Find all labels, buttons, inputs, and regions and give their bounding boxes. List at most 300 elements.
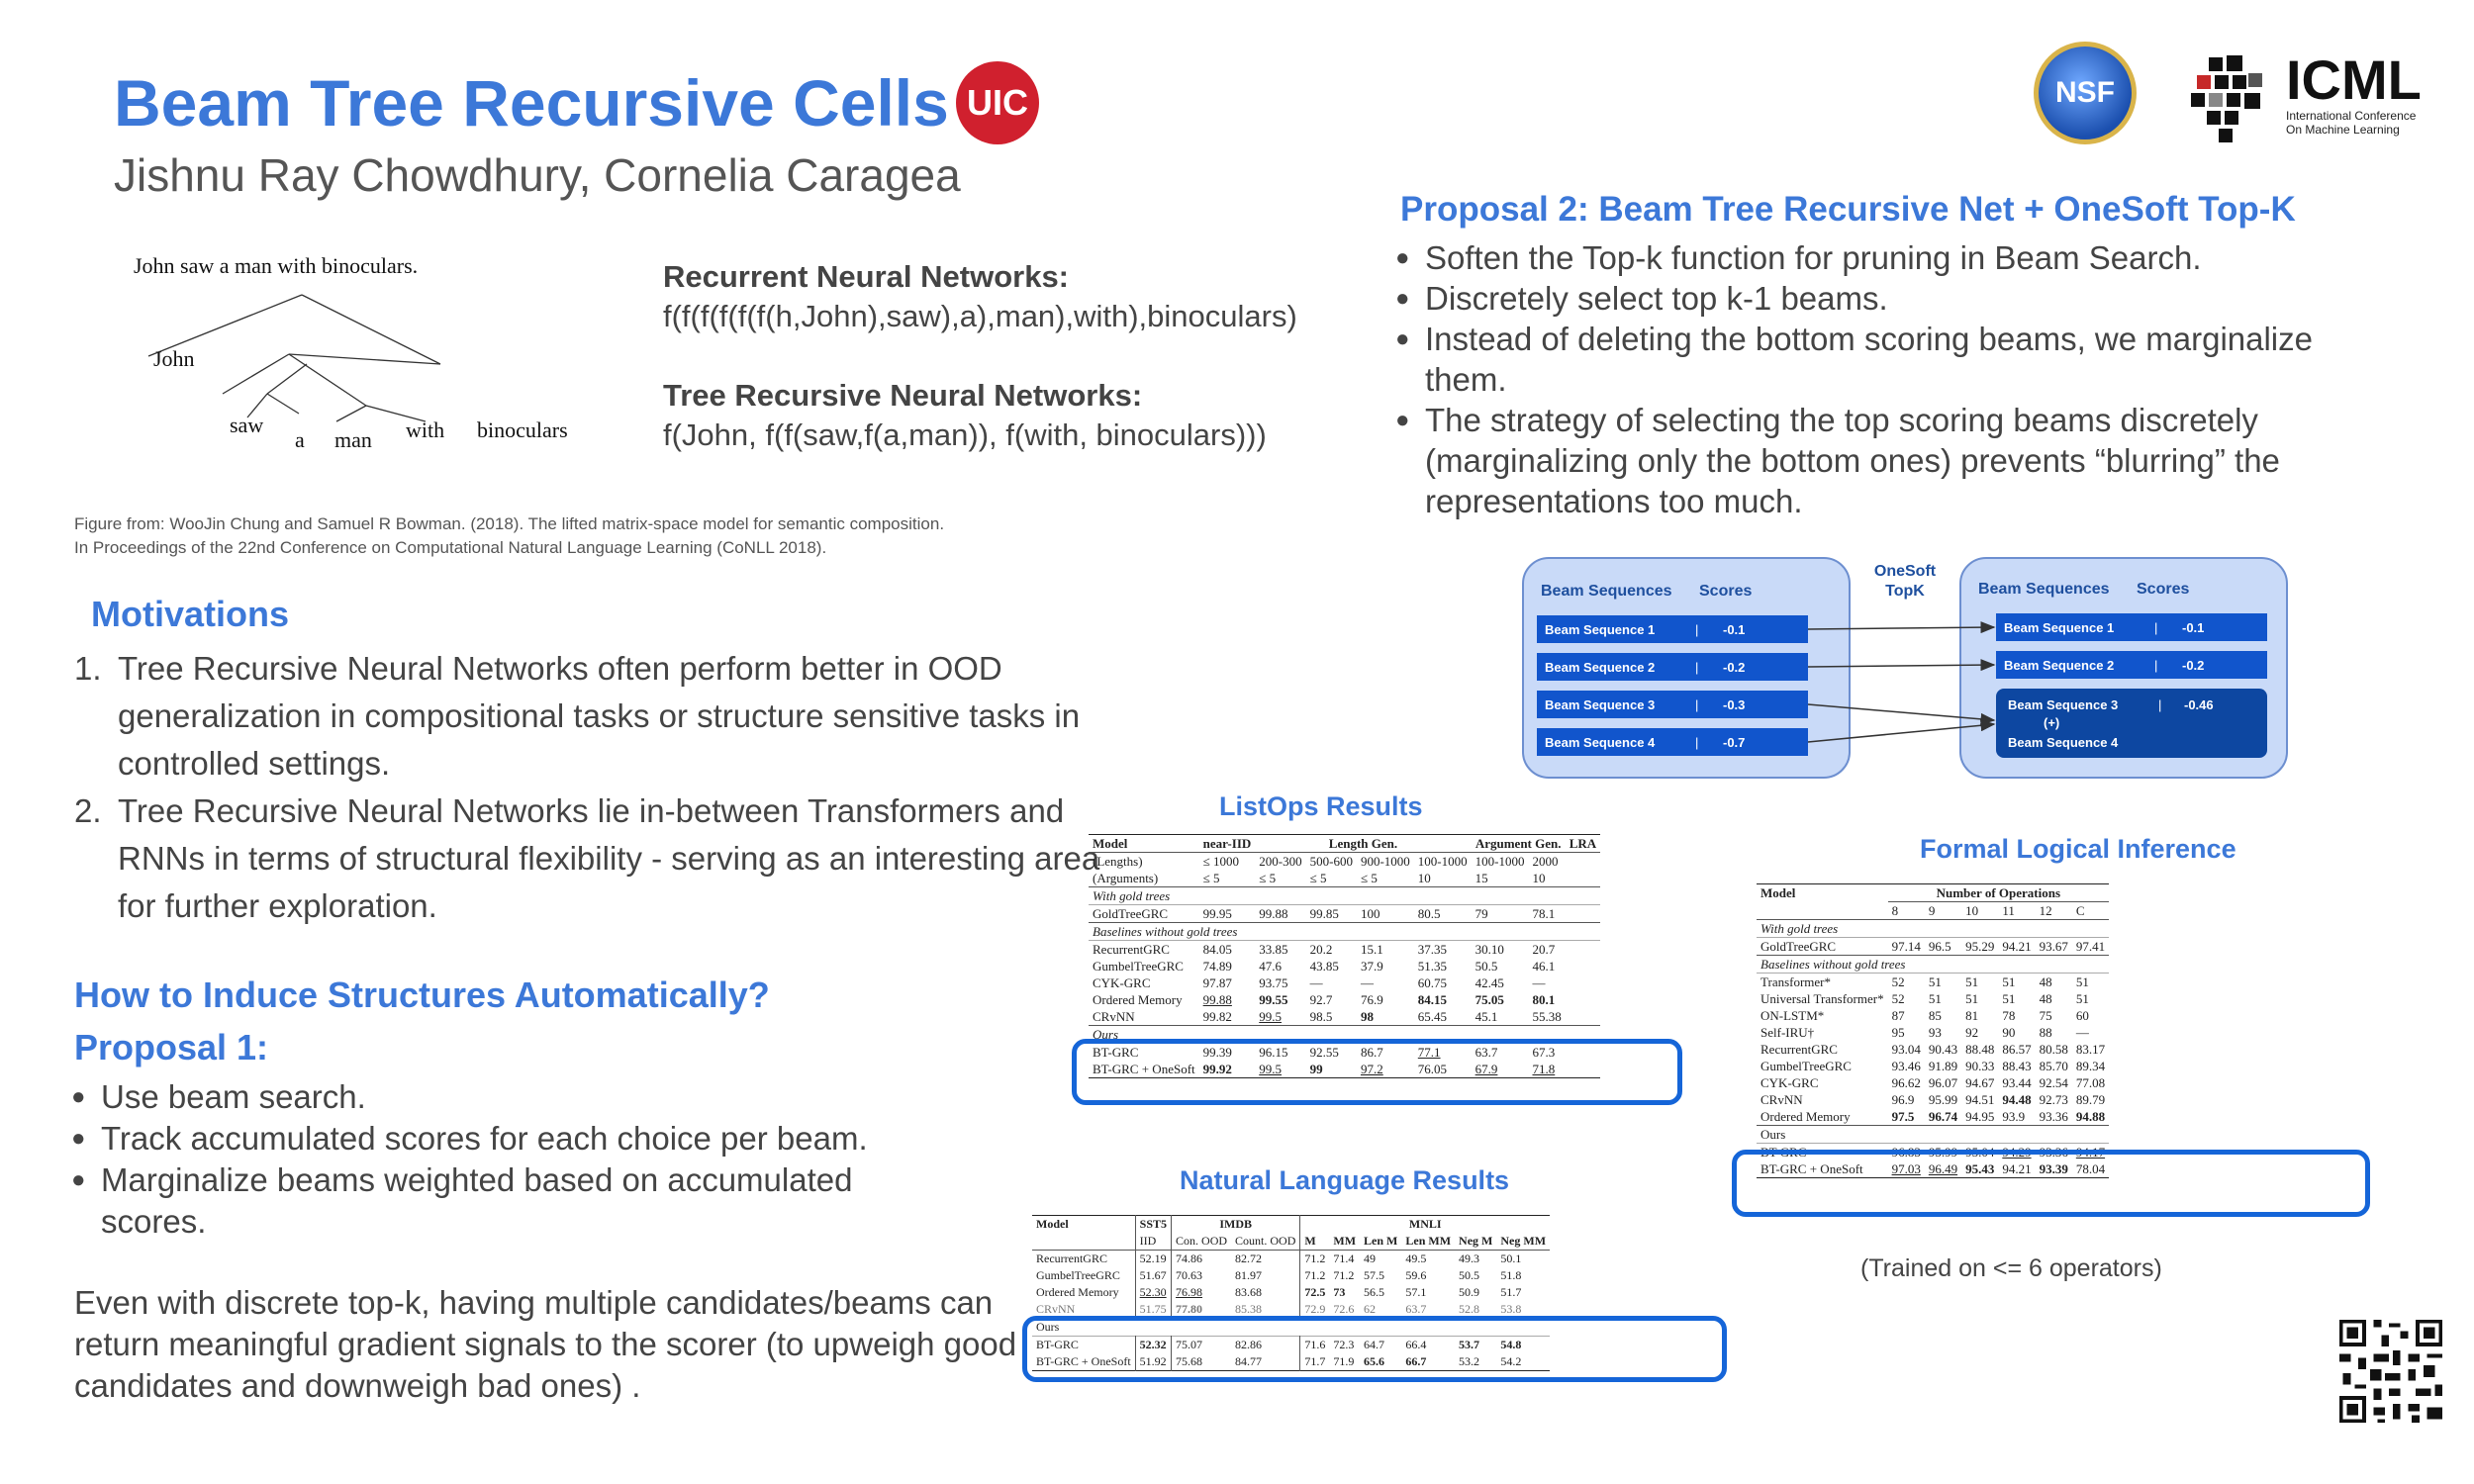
cell: 52 <box>1891 991 1905 1006</box>
col-header: 100-1000 <box>1475 854 1525 869</box>
cell: — <box>1309 975 1323 990</box>
cell: Transformer* <box>1760 974 1832 989</box>
list-item <box>74 645 1123 788</box>
cell: 88.48 <box>1965 1042 1995 1057</box>
col-header: 11 <box>2002 903 2015 918</box>
proposal2-heading: Proposal 2: Beam Tree Recursive Net + OneSoft Top-K <box>1400 190 2296 229</box>
cell: 78 <box>2002 1008 2016 1023</box>
beam-sep: | <box>1695 697 1699 712</box>
cell: 82.72 <box>1235 1252 1263 1265</box>
cell: 72.6 <box>1333 1302 1355 1316</box>
cell: 86.7 <box>1360 1045 1383 1060</box>
proposal2-list <box>1395 237 2365 521</box>
cell: 93.67 <box>2039 939 2068 954</box>
cell: 71.2 <box>1300 1267 1330 1284</box>
uic-logo: UIC <box>956 61 1039 144</box>
list-text: Tree Recursive Neural Networks lie in-between Transformers and RNNs in terms of structural flexibility - serving as an interesting area for further exploration. <box>118 792 1100 924</box>
cell: BT-GRC <box>1036 1338 1079 1351</box>
cell: 99.39 <box>1202 1045 1232 1060</box>
cell: BT-GRC <box>1760 1145 1807 1159</box>
beam-sep: | <box>1695 735 1699 750</box>
list-text: Tree Recursive Neural Networks often perform better in OOD generalization in compositional tasks or structure sensitive tasks in controlled settings. <box>118 650 1081 782</box>
cell: 83.17 <box>2075 1042 2106 1057</box>
cell: 52.30 <box>1135 1284 1171 1301</box>
cell: 96.49 <box>1928 1161 1958 1176</box>
cell: 85.38 <box>1235 1302 1263 1316</box>
list-item <box>1395 237 2365 278</box>
tree-word-saw: saw <box>230 413 264 437</box>
cell: 46.1 <box>1532 959 1556 974</box>
list-text: Soften the Top-k function for pruning in Beam Search. <box>1425 239 2202 276</box>
cell: CRvNN <box>1760 1092 1803 1107</box>
rnn-heading: Recurrent Neural Networks: <box>663 259 1070 294</box>
col-header: 10 <box>1417 871 1431 885</box>
cell: CRvNN <box>1036 1302 1076 1316</box>
beam-score: -0.2 <box>1723 660 1746 675</box>
cell: 94.17 <box>2075 1145 2106 1159</box>
cell: 92.73 <box>2039 1092 2068 1107</box>
list-text: Instead of deleting the bottom scoring beams, we marginalize them. <box>1425 321 2313 398</box>
bullet: ● <box>1395 244 1410 271</box>
list-item <box>71 1118 1061 1159</box>
cell: 99.85 <box>1309 906 1339 921</box>
beam-sep: | <box>2158 697 2162 712</box>
list-item <box>1395 278 2365 319</box>
col-header: 500-600 <box>1309 854 1353 869</box>
cell: 89.79 <box>2075 1092 2106 1107</box>
formal-logic-note: (Trained on <= 6 operators) <box>1860 1254 2162 1282</box>
icml-brain-logo <box>2189 51 2266 146</box>
cell: 75.68 <box>1172 1353 1232 1371</box>
cell: 51.35 <box>1417 959 1448 974</box>
cell: 100 <box>1360 906 1380 921</box>
section-label: Ours <box>1760 1127 1786 1142</box>
tree-word-a: a <box>295 427 305 452</box>
col-header: IID <box>1135 1233 1171 1251</box>
icml-subtitle-1: International Conference <box>2286 109 2417 123</box>
cell: 94.51 <box>1965 1092 1995 1107</box>
cell: 76.98 <box>1172 1284 1232 1301</box>
proposal1-heading: How to Induce Structures Automatically? <box>74 974 770 1015</box>
cell: 95.04 <box>1965 1145 1995 1159</box>
cell: 95.29 <box>1965 939 1995 954</box>
cell: Self-IRU† <box>1760 1025 1815 1040</box>
tree-word-john: John <box>153 346 195 371</box>
cell: 71.4 <box>1333 1252 1355 1265</box>
cell: 49.3 <box>1459 1252 1480 1265</box>
cell: 94.21 <box>2002 939 2032 954</box>
cell: 97.03 <box>1891 1161 1921 1176</box>
cell: 72.5 <box>1300 1284 1330 1301</box>
cell: 94.95 <box>1965 1109 1995 1124</box>
cell: 72.9 <box>1300 1301 1330 1319</box>
list-item <box>71 1159 942 1243</box>
proposal1-list <box>71 1076 1061 1243</box>
cell: RecurrentGRC <box>1760 1042 1838 1057</box>
list-number: 1. <box>74 650 102 687</box>
cell: 72.3 <box>1333 1338 1355 1351</box>
cell: 49.5 <box>1405 1252 1427 1265</box>
op-label-2: TopK <box>1885 583 1925 600</box>
cell: 80.5 <box>1417 906 1441 921</box>
tree-word-man: man <box>334 427 372 452</box>
cell: 20.7 <box>1532 942 1556 957</box>
col-header: Model <box>1036 1217 1069 1231</box>
cell: 76.05 <box>1417 1062 1448 1076</box>
cell: 90.33 <box>1965 1059 1995 1073</box>
cell: 96.9 <box>1891 1092 1915 1107</box>
col-header: 900-1000 <box>1360 854 1410 869</box>
authors: Jishnu Ray Chowdhury, Cornelia Caragea <box>114 149 961 201</box>
cell: 93.9 <box>2002 1109 2026 1124</box>
cell: 52.8 <box>1459 1302 1480 1316</box>
col-header: M <box>1300 1233 1330 1251</box>
cell: GoldTreeGRC <box>1760 939 1837 954</box>
formal-logic-highlight <box>1732 1150 2370 1217</box>
formal-logic-title: Formal Logical Inference <box>1920 834 2236 864</box>
cell: CYK-GRC <box>1760 1075 1819 1090</box>
beam-score: -0.7 <box>1723 735 1746 750</box>
cell: 88 <box>2039 1025 2052 1040</box>
cell: 77.08 <box>2075 1075 2106 1090</box>
cell: 60 <box>2075 1008 2089 1023</box>
cell: 51.92 <box>1135 1353 1171 1371</box>
cell: 74.89 <box>1202 959 1232 974</box>
cell: 57.5 <box>1364 1268 1385 1282</box>
cell: 98.5 <box>1309 1009 1333 1024</box>
tree-word-binoculars: binoculars <box>477 417 568 442</box>
col-header: Number of Operations <box>1888 884 2110 902</box>
list-item <box>1395 400 2365 521</box>
col-header: 200-300 <box>1259 854 1302 869</box>
cell: 49 <box>1364 1252 1377 1265</box>
cell: 74.86 <box>1172 1251 1232 1268</box>
cell: 96.5 <box>1928 939 1951 954</box>
cell: 67.9 <box>1475 1062 1498 1076</box>
merged-beam-score: -0.46 <box>2184 697 2214 712</box>
col-header: near-IID <box>1202 836 1252 851</box>
right-col-scores: Scores <box>2137 581 2190 598</box>
cell: 97.41 <box>2075 939 2106 954</box>
cell: — <box>1532 975 1546 990</box>
bullet: ● <box>71 1166 86 1193</box>
cell: 78.04 <box>2075 1161 2106 1176</box>
cell: 79 <box>1475 906 1488 921</box>
cell: 99.88 <box>1259 906 1288 921</box>
cell: 51.8 <box>1500 1268 1522 1282</box>
beam-score: -0.3 <box>1723 697 1746 712</box>
cell: 87 <box>1891 1008 1905 1023</box>
merged-plus: (+) <box>2044 715 2060 730</box>
cell: 85 <box>1928 1008 1942 1023</box>
motivations-heading: Motivations <box>91 594 290 634</box>
cell: RecurrentGRC <box>1093 942 1170 957</box>
cell: 54.2 <box>1500 1354 1522 1368</box>
cell: 96.83 <box>1891 1145 1921 1159</box>
cell: 95.43 <box>1965 1161 1995 1176</box>
cell: Ordered Memory <box>1093 992 1183 1007</box>
cell: BT-GRC + OneSoft <box>1036 1354 1131 1368</box>
cell: 97.5 <box>1891 1109 1915 1124</box>
cell: BT-GRC + OneSoft <box>1760 1161 1863 1176</box>
cell: 94.29 <box>2002 1145 2032 1159</box>
cell: 33.85 <box>1259 942 1288 957</box>
left-col-scores: Scores <box>1699 583 1753 600</box>
cell: 50.5 <box>1475 959 1498 974</box>
op-label-1: OneSoft <box>1873 563 1937 580</box>
cell: 84.15 <box>1417 992 1448 1007</box>
section-label: Ours <box>1093 1027 1119 1042</box>
list-number: 2. <box>74 792 102 829</box>
cell: 96.62 <box>1891 1075 1921 1090</box>
cell: 90 <box>2002 1025 2016 1040</box>
cell: 56.5 <box>1364 1285 1385 1299</box>
cell: 93.36 <box>2039 1145 2068 1159</box>
cell: 53.7 <box>1459 1338 1480 1351</box>
cell: 50.5 <box>1459 1268 1480 1282</box>
cell: GoldTreeGRC <box>1093 906 1169 921</box>
cell: 51 <box>2002 974 2016 989</box>
col-header: IMDB <box>1172 1216 1300 1234</box>
cell: 78.1 <box>1532 906 1556 921</box>
listops-highlight <box>1072 1039 1682 1105</box>
col-header: Model <box>1760 885 1796 901</box>
cell: 77.80 <box>1172 1301 1232 1319</box>
col-header: 10 <box>1532 871 1546 885</box>
cell: 95 <box>1891 1025 1905 1040</box>
cell: 71.7 <box>1300 1353 1330 1371</box>
cell: 92.7 <box>1309 992 1333 1007</box>
cell: 96.74 <box>1928 1109 1958 1124</box>
cell: 94.48 <box>2002 1092 2032 1107</box>
cell: 77.1 <box>1417 1045 1441 1060</box>
section-label: Baselines without gold trees <box>1760 957 1906 972</box>
list-item <box>71 1076 1061 1118</box>
cell: BT-GRC + OneSoft <box>1093 1062 1195 1076</box>
cell: 88.43 <box>2002 1059 2032 1073</box>
col-header: Neg M <box>1459 1234 1493 1248</box>
cell: 51.7 <box>1500 1285 1522 1299</box>
col-header: Len MM <box>1405 1234 1452 1248</box>
beam-name: Beam Sequence 2 <box>2004 658 2115 673</box>
cell: 98 <box>1360 1009 1374 1024</box>
cell: 51.67 <box>1135 1267 1171 1284</box>
cell: 37.9 <box>1360 959 1383 974</box>
cell: 99.82 <box>1202 1009 1232 1024</box>
cell: 86.57 <box>2002 1042 2032 1057</box>
cell: 71.9 <box>1333 1354 1355 1368</box>
beam-name: Beam Sequence 3 <box>1545 697 1656 712</box>
cell: 71.2 <box>1333 1268 1355 1282</box>
poster-title: Beam Tree Recursive Cells <box>114 66 949 139</box>
formal-logic-table <box>1757 883 2109 1178</box>
col-header: Len M <box>1364 1234 1398 1248</box>
figure-caption-line-1: Figure from: WooJin Chung and Samuel R Bowman. (2018). The lifted matrix-space model for semantic composition. <box>74 514 945 533</box>
cell: 15.1 <box>1360 942 1383 957</box>
trnn-heading: Tree Recursive Neural Networks: <box>663 378 1143 413</box>
cell: 51 <box>2075 974 2089 989</box>
cell: 92.54 <box>2039 1075 2068 1090</box>
cell: 30.10 <box>1475 942 1504 957</box>
col-header: 15 <box>1475 871 1488 885</box>
cell: 71.8 <box>1532 1062 1556 1076</box>
cell: 66.4 <box>1405 1338 1427 1351</box>
cell: 48 <box>2039 991 2052 1006</box>
cell: 64.7 <box>1364 1338 1385 1351</box>
cell: 20.2 <box>1309 942 1333 957</box>
col-header: 12 <box>2039 903 2052 918</box>
cell: 84.05 <box>1202 942 1232 957</box>
cell: 93.39 <box>2039 1161 2068 1176</box>
cell: 55.38 <box>1532 1009 1562 1024</box>
cell: 48 <box>2039 974 2052 989</box>
cell: 99.95 <box>1202 906 1232 921</box>
cell: — <box>1360 975 1374 990</box>
icml-subtitle-2: On Machine Learning <box>2286 123 2400 137</box>
cell: 93.75 <box>1259 975 1288 990</box>
cell: 53.8 <box>1500 1302 1522 1316</box>
cell: 73 <box>1333 1285 1346 1299</box>
bullet: ● <box>1395 325 1410 352</box>
beam-score: -0.2 <box>2182 658 2205 673</box>
figure-caption-line-2: In Proceedings of the 22nd Conference on Computational Natural Language Learning (CoNLL 2018). <box>74 538 827 557</box>
cell: 42.45 <box>1475 975 1504 990</box>
col-header: (Lengths) <box>1093 854 1143 869</box>
col-header: ≤ 1000 <box>1202 854 1240 869</box>
cell: 97.2 <box>1360 1062 1383 1076</box>
cell: 92.55 <box>1309 1045 1339 1060</box>
cell: 93.46 <box>1891 1059 1921 1073</box>
parse-tree-figure <box>69 247 623 460</box>
proposal1-subheading: Proposal 1: <box>74 1027 269 1067</box>
section-label: With gold trees <box>1760 921 1839 936</box>
cell: 97.87 <box>1202 975 1232 990</box>
cell: 67.3 <box>1532 1045 1556 1060</box>
left-col-seq: Beam Sequences <box>1541 583 1672 600</box>
cell: 59.6 <box>1405 1268 1427 1282</box>
cell: 65.45 <box>1417 1009 1448 1024</box>
cell: 62 <box>1364 1302 1377 1316</box>
cell: 80.1 <box>1532 992 1556 1007</box>
cell: 93.44 <box>2002 1075 2032 1090</box>
cell: ON-LSTM* <box>1760 1008 1825 1023</box>
proposal1-note: Even with discrete top-k, having multiple candidates/beams can return meaningful gradient signals to the scorer (to upweigh good candidates and downweigh bad ones) . <box>74 1284 1017 1404</box>
cell: 53.2 <box>1459 1354 1480 1368</box>
cell: 94.88 <box>2075 1109 2106 1124</box>
cell: Ordered Memory <box>1760 1109 1851 1124</box>
cell: 51 <box>2002 991 2016 1006</box>
section-label: Ours <box>1036 1320 1060 1334</box>
cell: 50.9 <box>1459 1285 1480 1299</box>
cell: 93 <box>1928 1025 1942 1040</box>
cell: 95.99 <box>1928 1092 1958 1107</box>
cell: 52.19 <box>1135 1251 1171 1268</box>
cell: 80.58 <box>2039 1042 2068 1057</box>
cell: Ordered Memory <box>1036 1285 1119 1299</box>
list-text: Use beam search. <box>101 1078 366 1115</box>
cell: 91.89 <box>1928 1059 1958 1073</box>
listops-title: ListOps Results <box>1219 791 1423 821</box>
cell: CRvNN <box>1093 1009 1135 1024</box>
cell: 99 <box>1309 1062 1323 1076</box>
col-header: ≤ 5 <box>1360 871 1378 885</box>
beam-sep: | <box>1695 622 1699 637</box>
col-header: ≤ 5 <box>1309 871 1327 885</box>
col-header: (Arguments) <box>1093 871 1159 885</box>
cell: 96.07 <box>1928 1075 1958 1090</box>
cell: BT-GRC <box>1093 1045 1139 1060</box>
col-header: Count. OOD <box>1235 1234 1296 1248</box>
cell: 51 <box>1928 991 1942 1006</box>
figure-caption <box>74 512 944 560</box>
cell: 47.6 <box>1259 959 1283 974</box>
col-header: MM <box>1333 1234 1357 1248</box>
nsf-logo: NSF <box>2034 42 2137 144</box>
list-item <box>74 788 1123 930</box>
cell: 89.34 <box>2075 1059 2106 1073</box>
cell: 65.6 <box>1364 1354 1385 1368</box>
cell: GumbelTreeGRC <box>1036 1268 1120 1282</box>
qr-code[interactable] <box>2335 1316 2446 1427</box>
trnn-formula: f(John, f(f(saw,f(a,man)), f(with, binoculars))) <box>663 417 1267 452</box>
cell: 93.36 <box>2039 1109 2068 1124</box>
cell: 51 <box>1928 974 1942 989</box>
cell: 71.2 <box>1300 1251 1330 1268</box>
cell: CYK-GRC <box>1093 975 1151 990</box>
cell: 90.43 <box>1928 1042 1958 1057</box>
beam-name: Beam Sequence 1 <box>1545 622 1656 637</box>
cell: 82.86 <box>1235 1338 1263 1351</box>
cell: 99.55 <box>1259 992 1288 1007</box>
col-header: 9 <box>1928 903 1936 918</box>
cell: 52 <box>1891 974 1905 989</box>
beam-sep: | <box>1695 660 1699 675</box>
cell: 63.7 <box>1405 1302 1427 1316</box>
beam-score: -0.1 <box>1723 622 1746 637</box>
bullet: ● <box>1395 407 1410 433</box>
col-header: Neg MM <box>1500 1234 1547 1248</box>
onesoft-topk-diagram <box>1519 554 2311 784</box>
cell: 92 <box>1965 1025 1979 1040</box>
cell: 76.9 <box>1360 992 1383 1007</box>
natural-language-title: Natural Language Results <box>1180 1165 1510 1195</box>
cell: 66.7 <box>1405 1354 1427 1368</box>
cell: 99.88 <box>1202 992 1232 1007</box>
cell: 57.1 <box>1405 1285 1427 1299</box>
cell: RecurrentGRC <box>1036 1252 1107 1265</box>
beam-score: -0.1 <box>2182 620 2205 635</box>
cell: 94.21 <box>2002 1161 2032 1176</box>
cell: 54.8 <box>1500 1338 1522 1351</box>
cell: GumbelTreeGRC <box>1760 1059 1852 1073</box>
col-header: Argument Gen. <box>1475 836 1562 851</box>
list-item <box>1395 319 2365 400</box>
merged-beam-a: Beam Sequence 3 <box>2008 697 2119 712</box>
cell: 51 <box>2075 991 2089 1006</box>
motivations-list <box>74 645 1123 930</box>
cell: 97.14 <box>1891 939 1921 954</box>
cell: 45.1 <box>1475 1009 1498 1024</box>
beam-name: Beam Sequence 2 <box>1545 660 1656 675</box>
cell: 99.5 <box>1259 1009 1283 1024</box>
col-header: 10 <box>1965 903 1979 918</box>
col-header: 8 <box>1891 903 1899 918</box>
cell: 70.63 <box>1172 1267 1232 1284</box>
cell: 75.07 <box>1172 1337 1232 1354</box>
col-header: MNLI <box>1300 1216 1550 1234</box>
beam-name: Beam Sequence 4 <box>1545 735 1656 750</box>
cell: 75.05 <box>1475 992 1504 1007</box>
